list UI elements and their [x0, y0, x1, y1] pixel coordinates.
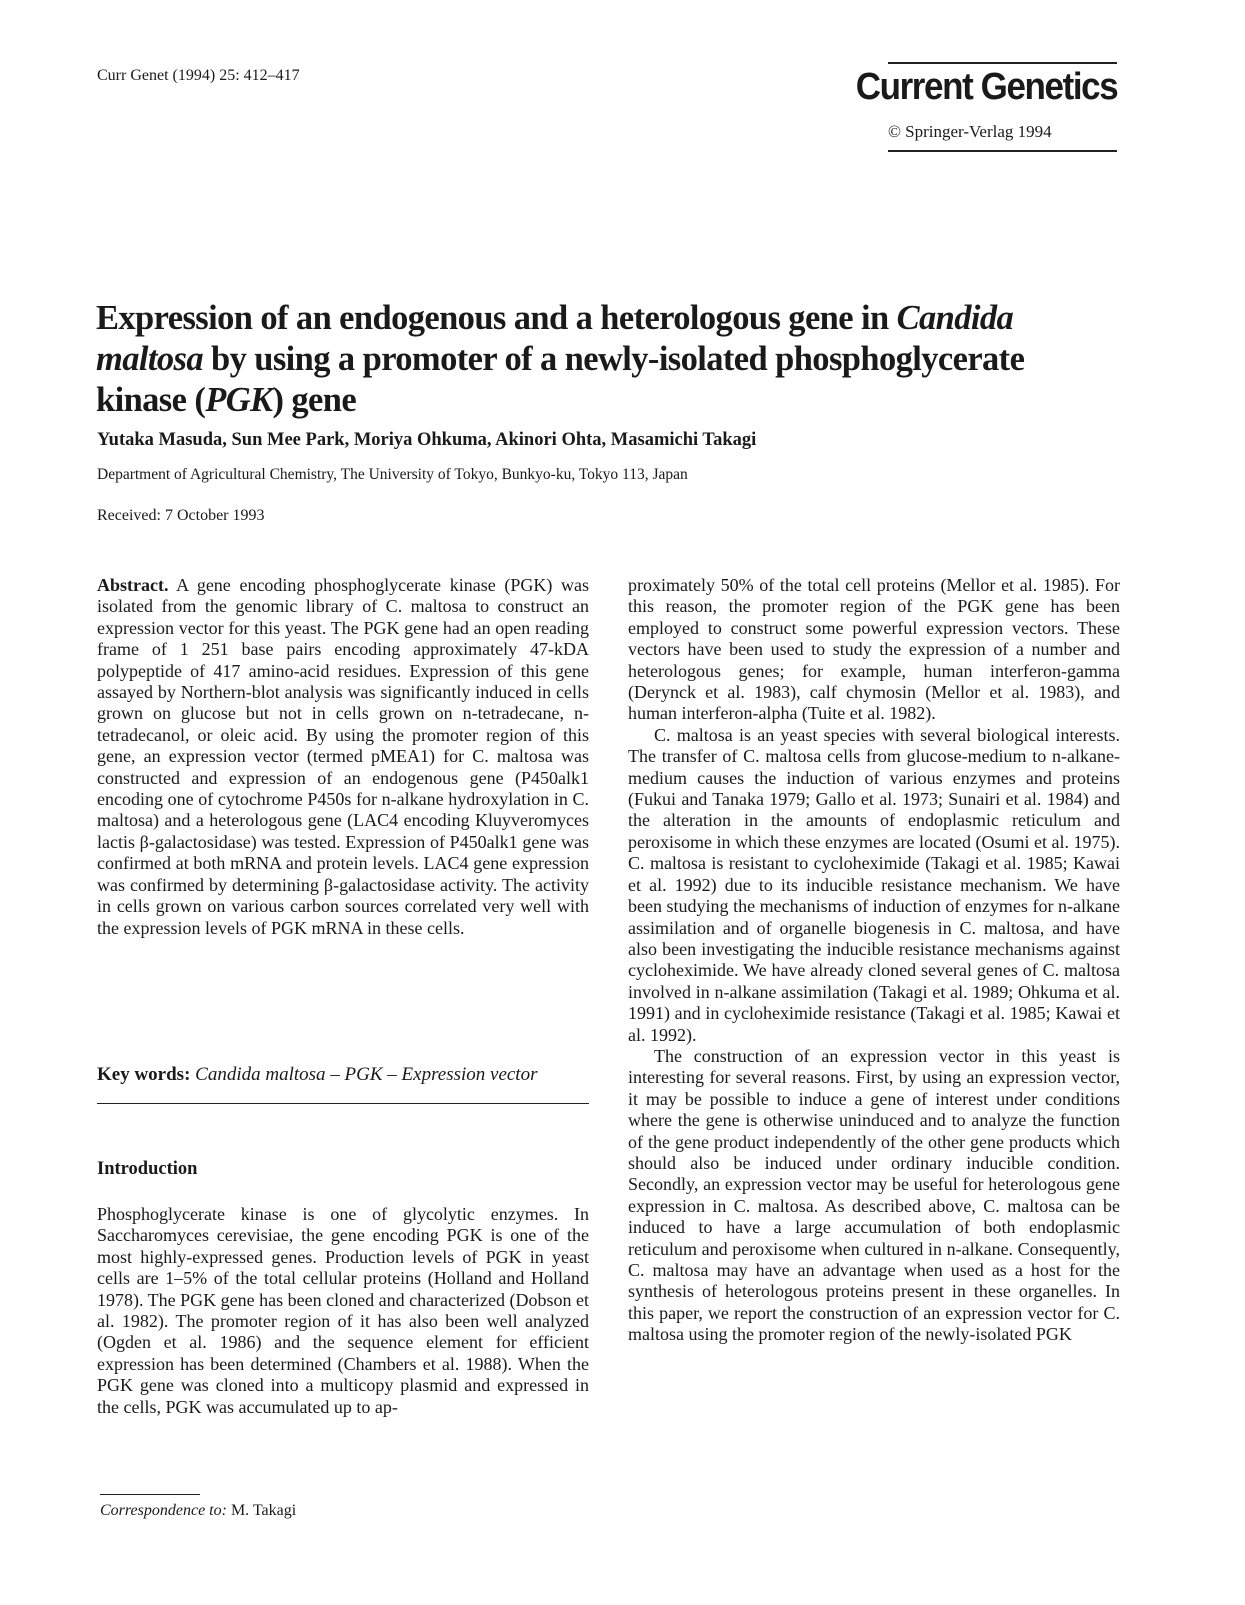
abstract-text: A gene encoding phosphoglycerate kinase (PGK) was isolated from the genomic library of C. maltosa to construct an expression vector for this yeast. The PGK gene had an open reading frame of 1 251 base pairs encoding approximately 47-kDA polypeptide of 417 amino-acid residues. Expression of this gene assayed by Northern-blot analysis was significantly induced in cells grown on glucose but not in cells grown on n-tetradecane, n-tetradecanol, or oleic acid. By using the promoter region of this gene, an expression vector (termed pMEA1) for C. maltosa was constructed and expression of an endogenous gene (P450alk1 encoding one of cytochrome P450s for n-alkane hydroxylation in C. maltosa) and a heterologous gene (LAC4 encoding Kluyveromyces lactis β-galactosidase) was tested. Expression of P450alk1 gene was confirmed at both mRNA and protein levels. LAC4 gene expression was confirmed by determining β-galactosidase activity. The activity in cells grown on various carbon sources correlated very well with the expression levels of PGK mRNA in these cells. — [97, 575, 589, 938]
title-gene: PGK — [205, 381, 273, 419]
copyright-notice: © Springer-Verlag 1994 — [888, 122, 1052, 141]
header-rule-top — [888, 62, 1117, 64]
abstract-label: Abstract. — [97, 575, 169, 595]
title-segment: by using a promoter of a newly-isolated phosphoglycerate kinase ( — [96, 340, 1025, 419]
footnote-label: Correspondence to: — [100, 1502, 227, 1519]
introduction-heading: Introduction — [97, 1159, 198, 1179]
keywords-label: Key words: — [97, 1064, 191, 1085]
keywords — [97, 1064, 589, 1086]
title-segment: ) gene — [272, 381, 357, 419]
introduction-left-column — [97, 1204, 589, 1418]
right-column — [628, 575, 1120, 1346]
correspondence-footnote — [100, 1502, 296, 1520]
section-divider — [97, 1103, 589, 1104]
header-rule-bottom — [888, 150, 1117, 152]
introduction-paragraph: Phosphoglycerate kinase is one of glycolytic enzymes. In Saccharomyces cerevisiae, the gene encoding PGK is one of the most highly-expressed genes. Production levels of PGK in yeast cells are 1–5% of the total cellular proteins (Holland and Holland 1978). The PGK gene has been cloned and characterized (Dobson et al. 1982). The promoter region of it has also been well analyzed (Ogden et al. 1986) and the sequence element for efficient expression has been determined (Chambers et al. 1988). When the PGK gene was cloned into a multicopy plasmid and expressed in the cells, PGK was accumulated up to ap- — [97, 1204, 589, 1417]
title-segment: Expression of an endogenous and a heterologous gene in — [96, 299, 897, 337]
keywords-text: Candida maltosa – PGK – Expression vector — [195, 1064, 538, 1085]
abstract — [97, 575, 589, 939]
footnote-rule — [100, 1494, 200, 1495]
affiliation: Department of Agricultural Chemistry, The University of Tokyo, Bunkyo-ku, Tokyo 113, Japan — [97, 466, 688, 483]
paragraph-3: The construction of an expression vector in this yeast is interesting for several reasons. First, by using an expression vector, it may be possible to induce a gene of interest under conditions where the gene is otherwise uninduced and to analyze the function of the gene product independently of the other gene products which should also be induced under ordinary inducible condition. Secondly, an expression vector may be useful for heterologous gene expression in C. maltosa. As described above, C. maltosa can be induced to have a large accumulation of both endoplasmic reticulum and peroxisome when cultured in n-alkane. Consequently, C. maltosa may have an advantage when used as a host for the synthesis of heterologous proteins present in these organelles. In this paper, we report the construction of an expression vector for C. maltosa using the promoter region of the newly-isolated PGK — [628, 1045, 1120, 1345]
paragraph-1: proximately 50% of the total cell proteins (Mellor et al. 1985). For this reason, the promoter region of the PGK gene has been employed to construct some powerful expression vectors. These vectors have been used to study the expression of a number and heterologous genes; for example, human interferon-gamma (Derynck et al. 1983), calf chymosin (Mellor et al. 1983), and human interferon-alpha (Tuite et al. 1982). — [628, 575, 1120, 724]
title-species: Candida maltosa — [96, 299, 1014, 378]
journal-name: Current Genetics — [855, 66, 1117, 108]
article-title — [96, 298, 1106, 421]
received-date: Received: 7 October 1993 — [97, 507, 265, 524]
paragraph-2: C. maltosa is an yeast species with several biological interests. The transfer of C. maltosa cells from glucose-medium to n-alkane-medium causes the induction of various enzymes and proteins (Fukui and Tanaka 1979; Gallo et al. 1973; Sunairi et al. 1984) and the alteration in the amounts of endoplasmic reticulum and peroxisome in which these enzymes are located (Osumi et al. 1975). C. maltosa is resistant to cycloheximide (Takagi et al. 1985; Kawai et al. 1992) due to its inducible resistance mechanism. We have been studying the mechanisms of induction of enzymes for n-alkane assimilation and of organelle biogenesis in C. maltosa, and have also been investigating the inducible resistance mechanisms against cycloheximide. We have already cloned several genes of C. maltosa involved in n-alkane assimilation (Takagi et al. 1989; Ohkuma et al. 1991) and in cycloheximide resistance (Takagi et al. 1985; Kawai et al. 1992). — [628, 724, 1120, 1045]
journal-citation: Curr Genet (1994) 25: 412–417 — [97, 67, 300, 84]
footnote-name: M. Takagi — [230, 1502, 297, 1519]
author-list: Yutaka Masuda, Sun Mee Park, Moriya Ohkuma, Akinori Ohta, Masamichi Takagi — [97, 430, 757, 450]
